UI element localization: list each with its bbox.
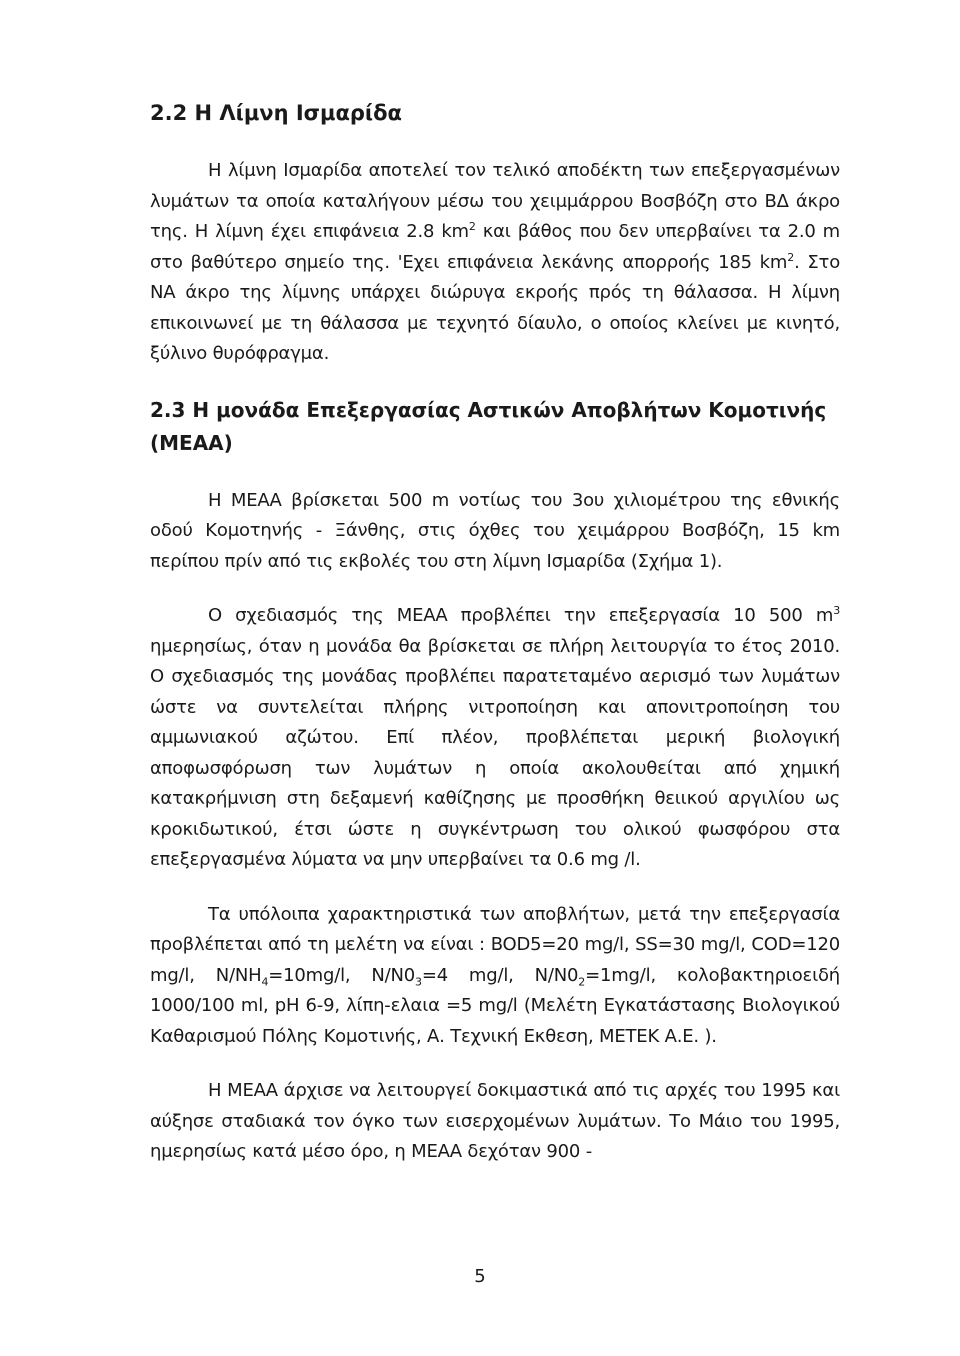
text-run: Η λίμνη Ισμαρίδα αποτελεί τον τελικό αποδέκτη των επεξεργασμένων λυμάτων τα οποία καταλήγουν μέσω του χειμμάρρου Βοσβόζη στο ΒΔ άκρο της. Η λίμνη έχει επιφάνεια 2.8 km [150,160,840,242]
paragraph-meaa-operation: Η ΜΕΑΑ άρχισε να λειτουργεί δοκιμαστικά από τις αρχές του 1995 και αύξησε σταδιακά τον όγκο των εισερχομένων λυμάτων. Το Μάιο του 1995, ημερησίως κατά μέσο όρο, η ΜΕΑΑ δεχόταν 900 - [150,1080,840,1162]
text-run: Ο σχεδιασμός της ΜΕΑΑ προβλέπει την επεξεργασία 10 500 m [208,605,834,626]
document-page [150,96,840,1168]
paragraph-effluent-characteristics [150,900,840,1053]
subscript: 4 [261,975,269,989]
text-run: ημερησίως, όταν η μονάδα θα βρίσκεται σε πλήρη λειτουργία το έτος 2010. Ο σχεδιασμός της μονάδας προβλέπει παρατεταμένο αερισμό των λυμάτων ώστε να συντελείται πλήρης νιτροποίηση και απονιτροποίηση του αμμωνιακού αζώτου. Επί πλέον, προβλέπεται μερική βιολογική αποφωσφόρωση των λυμάτων η οποία ακολουθείται από χημική κατακρήμνιση στη δεξαμενή καθίζησης με προσθήκη θειικού αργιλίου ως κροκιδωτικού, έτσι ώστε η συγκέντρωση του ολικού φωσφόρου στα επεξεργασμένα λύματα να μην υπερβαίνει τα 0.6 mg /l. [150,635,840,870]
subscript: 3 [415,975,422,989]
text-run: =10mg/l, N/N0 [268,964,416,986]
page-number: 5 [474,1266,486,1287]
text-run: =1mg/l, κολοβακτηριοειδή 1000/100 ml, pH 6-9, λίπη-ελαια =5 mg/l (Μελέτη Εγκατάστασης Βιολογικού Καθαρισμού Πόλης Κομοτινής, Α. Τεχνική Εκθεση, ΜΕΤΕΚ Α.Ε. ). [150,964,841,1047]
text-run: . Στο ΝΑ άκρο της λίμνης υπάρχει διώρυγα εκροής πρός τη θάλασσα. Η λίμνη επικοινωνεί με τη θάλασσα με τεχνητό δίαυλο, ο οποίος κλείνει με κινητό, ξύλινο θυρόφραγμα. [150,251,841,364]
superscript: 2 [468,220,476,233]
section-title-ismarida: 2.2 Η Λίμνη Ισμαρίδα [150,101,402,125]
superscript: 3 [833,604,840,617]
section-title-meaa: 2.3 Η μονάδα Επεξεργασίας Αστικών Αποβλήτων Κομοτινής (ΜΕΑΑ) [150,397,827,455]
paragraph-meaa-location: Η ΜΕΑΑ βρίσκεται 500 m νοτίως του 3ου χιλιομέτρου της εθνικής οδού Κομοτηνής - Ξάνθης, στις όχθες του χειμάρρου Βοσβόζη, 15 km περίπου πρίν από τις εκβολές του στη λίμνη Ισμαρίδα (Σχήμα 1). [150,489,840,572]
paragraph-meaa-design [150,601,840,876]
superscript: 2 [787,250,795,264]
text-run: =4 mg/l, N/N0 [421,964,579,986]
text-run: και βάθος που δεν υπερβαίνει τα 2.0 m στο βαθύτερο σημείο της. 'Εχει επιφάνεια λεκάνης απορροής 185 km [150,221,840,273]
subscript: 2 [578,975,586,989]
text-run: Τα υπόλοιπα χαρακτηριστικά των αποβλήτων, μετά την επεξεργασία προβλέπεται από τη μελέτη να είναι : BOD5=20 mg/l, SS=30 mg/l, COD=120 mg/l, N/NH [150,903,840,986]
paragraph-lake-description [150,156,840,370]
